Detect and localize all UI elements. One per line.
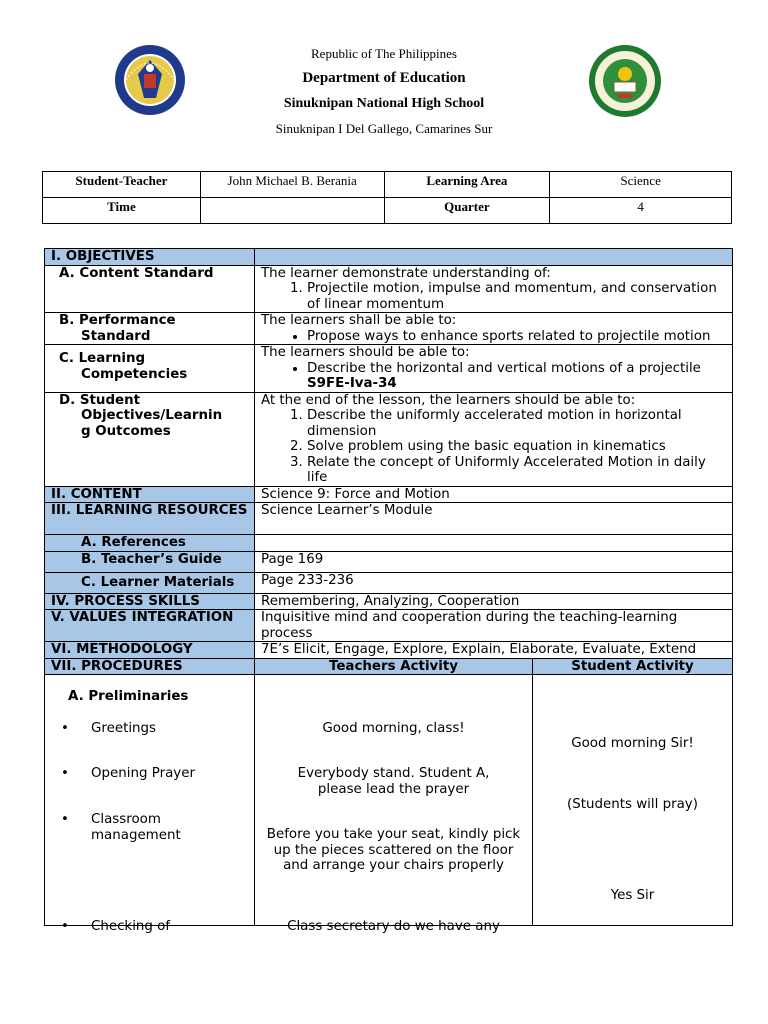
performance-standard-item: • Propose ways to enhance sports related to projectile motion: [307, 329, 726, 345]
content-value: Science 9: Force and Motion: [255, 486, 733, 503]
step-name: Opening Prayer: [91, 766, 195, 781]
lesson-plan-table: [44, 248, 733, 934]
header-department: Department of Education: [302, 70, 466, 86]
school-seal-logo: [578, 44, 672, 118]
student-objectives-label-line2: Objectives/Learnin: [81, 408, 223, 423]
performance-standard-intro: The learners shall be able to:: [261, 313, 457, 328]
learning-competencies-item: • Describe the horizontal and vertical motions of a projectile: [307, 361, 726, 377]
learning-competencies-label: [45, 345, 255, 393]
student-teacher-value: John Michael B. Berania: [200, 172, 384, 198]
learner-materials-label: C. Learner Materials: [45, 572, 255, 593]
content-standard-cell: [255, 265, 733, 313]
learning-competencies-label-line2: Competencies: [81, 366, 188, 382]
student-objectives-label: [45, 392, 255, 486]
references-value: [255, 535, 733, 552]
objectives-heading: I. OBJECTIVES: [45, 249, 255, 266]
teachers-guide-label: B. Teacher’s Guide: [45, 551, 255, 572]
bullet-icon: •: [61, 721, 69, 736]
content-standard-label: A. Content Standard: [45, 265, 255, 313]
step-name: Greetings: [91, 721, 156, 736]
content-standard-item: 1. Projectile motion, impulse and momentum, and conservation of linear momentum: [307, 281, 726, 312]
student-objectives-label-line3: g Outcomes: [81, 423, 171, 439]
teachers-guide-value: Page 169: [255, 551, 733, 572]
header-address: Sinuknipan I Del Gallego, Camarines Sur: [275, 121, 493, 136]
time-value: [200, 198, 384, 224]
references-label: A. References: [45, 535, 255, 552]
quarter-value: 4: [550, 198, 732, 224]
header-school: Sinuknipan National High School: [283, 96, 485, 111]
student-objective-item: 1. Describe the uniformly accelerated motion in horizontal dimension: [307, 408, 726, 439]
student-objectives-label-line1: D. Student: [59, 392, 141, 408]
objectives-heading-blank: [255, 249, 733, 266]
teachers-activity-header: Teachers Activity: [255, 658, 533, 675]
student-objective-item: 3. Relate the concept of Uniformly Accelerated Motion in daily life: [307, 455, 726, 486]
learning-resources-value: Science Learner’s Module: [255, 503, 733, 535]
procedures-heading: VII. PROCEDURES: [45, 658, 255, 675]
student-objectives-cell: [255, 392, 733, 486]
teacher-prayer: Everybody stand. Student A, please lead the prayer: [297, 766, 490, 797]
student-activity-cell: [533, 675, 733, 926]
competency-code: S9FE-Iva-34: [307, 376, 397, 391]
performance-standard-cell: [255, 313, 733, 345]
learning-competencies-intro: The learners should be able to:: [261, 345, 470, 360]
step-classroom-management: [51, 812, 201, 843]
methodology-heading: VI. METHODOLOGY: [45, 642, 255, 659]
student-teacher-label: Student-Teacher: [43, 172, 201, 198]
learner-materials-value: Page 233-236: [255, 572, 733, 593]
bullet-icon: •: [61, 812, 69, 827]
student-objectives-intro: At the end of the lesson, the learners should be able to:: [261, 392, 636, 408]
student-objective-item: 2. Solve problem using the basic equation in kinematics: [307, 439, 726, 455]
teacher-classroom-management: Before you take your seat, kindly pick up the pieces scattered on the floor and arrange your chairs properly: [266, 827, 521, 873]
methodology-value: 7E’s Elicit, Engage, Explore, Explain, Elaborate, Evaluate, Extend: [255, 642, 733, 659]
teacher-greeting: Good morning, class!: [322, 721, 465, 736]
step-checking: [51, 919, 170, 935]
time-label: Time: [43, 198, 201, 224]
student-classroom-management: Yes Sir: [610, 888, 655, 903]
content-standard-intro: The learner demonstrate understanding of:: [261, 265, 551, 281]
student-prayer: (Students will pray): [567, 797, 698, 812]
learning-area-value: Science: [550, 172, 732, 198]
student-activity-header: Student Activity: [533, 658, 733, 675]
bullet-icon: •: [61, 766, 69, 781]
content-heading: II. CONTENT: [45, 486, 255, 503]
preliminaries-cell: [45, 675, 255, 934]
values-integration-value: Inquisitive mind and cooperation during the teaching-learning process: [255, 610, 733, 642]
header-republic: Republic of The Philippines: [311, 46, 457, 61]
teacher-activity-cell: [255, 675, 533, 934]
performance-standard-label-line1: B. Performance: [59, 313, 176, 328]
values-integration-heading: V. VALUES INTEGRATION: [45, 610, 255, 642]
deped-seal-logo: [104, 44, 196, 116]
learning-resources-heading: III. LEARNING RESOURCES: [45, 503, 255, 535]
quarter-label: Quarter: [384, 198, 550, 224]
step-name: Classroom management: [91, 812, 181, 843]
learning-area-label: Learning Area: [384, 172, 550, 198]
bullet-icon: •: [61, 919, 69, 934]
performance-standard-label: [45, 313, 255, 345]
teacher-checking: Class secretary do we have any: [287, 919, 500, 934]
teacher-info-table: [42, 171, 732, 224]
learning-competencies-label-line1: C. Learning: [59, 351, 146, 366]
step-name: Checking of: [91, 919, 171, 934]
student-greeting: Good morning Sir!: [571, 736, 694, 751]
process-skills-value: Remembering, Analyzing, Cooperation: [255, 593, 733, 610]
step-opening-prayer: [51, 766, 195, 782]
learning-competencies-cell: [255, 345, 733, 393]
preliminaries-heading: A. Preliminaries: [68, 689, 189, 704]
performance-standard-label-line2: Standard: [81, 328, 151, 344]
process-skills-heading: IV. PROCESS SKILLS: [45, 593, 255, 610]
step-greetings: [51, 721, 156, 737]
